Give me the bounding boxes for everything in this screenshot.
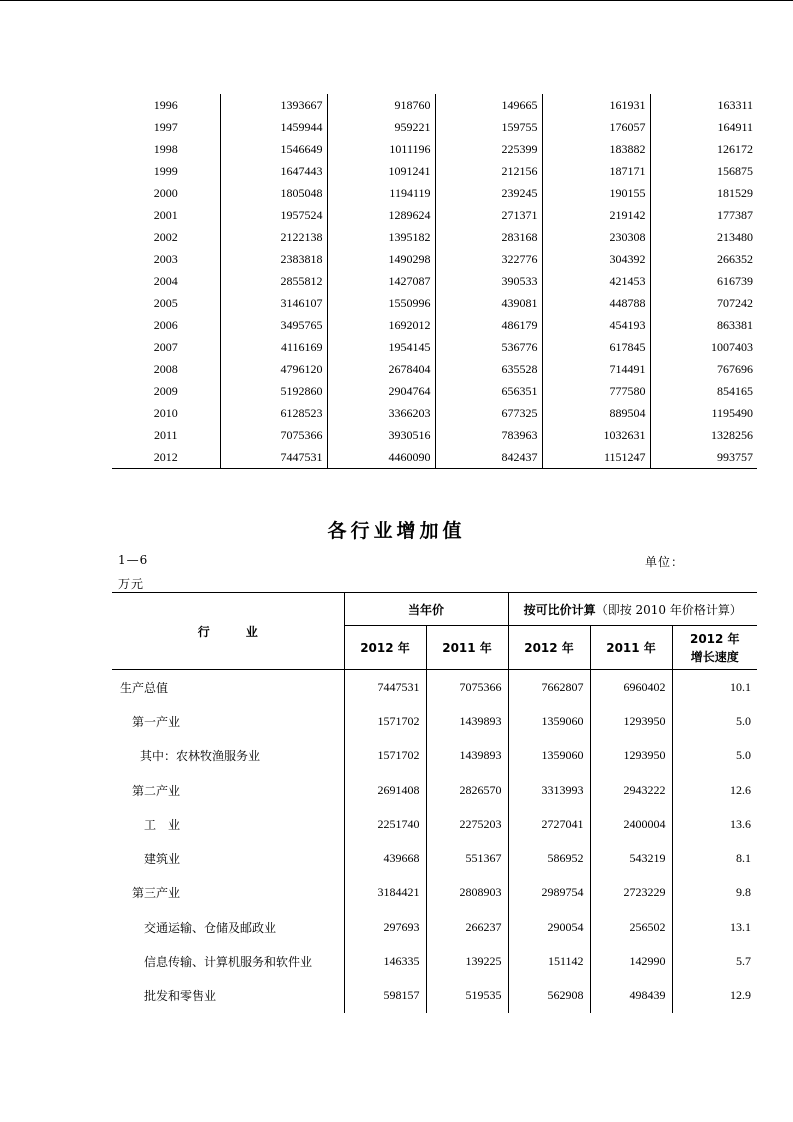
table-row	[112, 944, 757, 978]
value-cell: 3184421	[344, 876, 426, 910]
value-cell: 1957524	[220, 204, 327, 226]
value-cell: 498439	[590, 979, 672, 1013]
table-row	[112, 182, 757, 204]
table-row	[112, 116, 757, 138]
year-cell: 2009	[153, 384, 178, 398]
value-cell: 2400004	[590, 807, 672, 841]
value-cell: 1293950	[590, 704, 672, 738]
value-cell: 304392	[542, 248, 650, 270]
industry-label: 工 业	[144, 817, 181, 832]
value-cell: 2251740	[344, 807, 426, 841]
value-cell: 7447531	[220, 446, 327, 469]
industry-label: 其中：农林牧渔服务业	[140, 749, 261, 764]
value-cell: 1328256	[650, 424, 757, 446]
industry-label: 信息传输、计算机服务和软件业	[144, 955, 313, 970]
value-cell: 213480	[650, 226, 757, 248]
value-cell: 959221	[327, 116, 435, 138]
table-row	[112, 380, 757, 402]
industry-label: 第二产业	[132, 783, 181, 798]
value-cell: 139225	[426, 944, 508, 978]
value-cell: 190155	[542, 182, 650, 204]
value-cell: 151142	[508, 944, 590, 978]
table-row	[112, 292, 757, 314]
value-cell: 4116169	[220, 336, 327, 358]
value-cell: 616739	[650, 270, 757, 292]
year-cell: 1998	[153, 142, 178, 156]
value-cell: 146335	[344, 944, 426, 978]
value-cell: 6128523	[220, 402, 327, 424]
value-cell: 283168	[435, 226, 542, 248]
value-cell: 4796120	[220, 358, 327, 380]
value-cell: 439668	[344, 841, 426, 875]
table-row	[112, 773, 757, 807]
value-cell: 256502	[590, 910, 672, 944]
value-cell: 7447531	[344, 670, 426, 705]
value-cell: 2275203	[426, 807, 508, 841]
value-cell: 863381	[650, 314, 757, 336]
value-cell: 7075366	[220, 424, 327, 446]
value-cell: 2723229	[590, 876, 672, 910]
value-cell: 3366203	[327, 402, 435, 424]
value-cell: 290054	[508, 910, 590, 944]
header-comparable-price-label: 按可比价计算	[523, 602, 596, 617]
table-row	[112, 270, 757, 292]
value-cell: 1550996	[327, 292, 435, 314]
year-cell: 1996	[153, 98, 178, 112]
value-cell: 6960402	[590, 670, 672, 705]
year-cell: 2008	[153, 362, 178, 376]
value-cell: 777580	[542, 380, 650, 402]
table-row	[112, 739, 757, 773]
table-row	[112, 314, 757, 336]
value-cell: 3146107	[220, 292, 327, 314]
value-cell: 1571702	[344, 704, 426, 738]
value-cell: 1195490	[650, 402, 757, 424]
header-comparable-price	[508, 593, 757, 626]
value-cell: 635528	[435, 358, 542, 380]
value-cell: 1293950	[590, 739, 672, 773]
value-cell: 183882	[542, 138, 650, 160]
value-cell: 159755	[435, 116, 542, 138]
value-cell: 1359060	[508, 704, 590, 738]
table-row	[112, 910, 757, 944]
value-cell: 13.6	[672, 807, 757, 841]
value-cell: 2826570	[426, 773, 508, 807]
industry-label: 建筑业	[144, 852, 181, 867]
value-cell: 1490298	[327, 248, 435, 270]
table-row	[112, 446, 757, 469]
value-cell: 9.8	[672, 876, 757, 910]
value-cell: 2678404	[327, 358, 435, 380]
value-cell: 1289624	[327, 204, 435, 226]
table-number: 1—6	[118, 553, 149, 567]
table-row	[112, 424, 757, 446]
table-row	[112, 841, 757, 875]
value-cell: 7075366	[426, 670, 508, 705]
table-row	[112, 336, 757, 358]
table-row	[112, 402, 757, 424]
year-cell: 2005	[153, 296, 178, 310]
value-cell: 177387	[650, 204, 757, 226]
value-cell: 1571702	[344, 739, 426, 773]
value-cell: 617845	[542, 336, 650, 358]
value-cell: 1439893	[426, 704, 508, 738]
value-added-table	[112, 592, 757, 1013]
value-cell: 1395182	[327, 226, 435, 248]
value-cell: 854165	[650, 380, 757, 402]
value-cell: 10.1	[672, 670, 757, 705]
value-cell: 164911	[650, 116, 757, 138]
value-cell: 1439893	[426, 739, 508, 773]
value-cell: 2691408	[344, 773, 426, 807]
year-cell: 2000	[153, 186, 178, 200]
header-growth-label: 增长速度	[690, 649, 739, 664]
value-cell: 454193	[542, 314, 650, 336]
value-added-body	[112, 670, 757, 1013]
header-growth-year: 2012 年	[689, 631, 740, 646]
value-cell: 271371	[435, 204, 542, 226]
header-industry: 行 业	[112, 593, 344, 670]
industry-label: 生产总值	[120, 680, 169, 695]
value-cell: 562908	[508, 979, 590, 1013]
value-cell: 1151247	[542, 446, 650, 469]
value-cell: 5.0	[672, 739, 757, 773]
value-cell: 181529	[650, 182, 757, 204]
value-cell: 5.0	[672, 704, 757, 738]
value-cell: 1007403	[650, 336, 757, 358]
value-cell: 3930516	[327, 424, 435, 446]
value-cell: 2727041	[508, 807, 590, 841]
value-cell: 230308	[542, 226, 650, 248]
page-top-border	[0, 0, 793, 1]
value-cell: 176057	[542, 116, 650, 138]
header-current-2012: 2012 年	[344, 626, 426, 670]
value-cell: 783963	[435, 424, 542, 446]
industry-label: 第三产业	[132, 886, 181, 901]
value-cell: 4460090	[327, 446, 435, 469]
value-cell: 1805048	[220, 182, 327, 204]
table-row	[112, 670, 757, 705]
value-cell: 239245	[435, 182, 542, 204]
table-row	[112, 876, 757, 910]
header-current-price: 当年价	[344, 593, 508, 626]
value-cell: 212156	[435, 160, 542, 182]
value-cell: 156875	[650, 160, 757, 182]
value-cell: 707242	[650, 292, 757, 314]
value-cell: 12.6	[672, 773, 757, 807]
value-cell: 842437	[435, 446, 542, 469]
header-comparable-2011: 2011 年	[590, 626, 672, 670]
value-cell: 219142	[542, 204, 650, 226]
yearly-data-body	[112, 94, 757, 469]
table-row	[112, 358, 757, 380]
value-cell: 390533	[435, 270, 542, 292]
value-cell: 2904764	[327, 380, 435, 402]
value-cell: 767696	[650, 358, 757, 380]
industry-label: 第一产业	[132, 714, 181, 729]
table-row	[112, 979, 757, 1013]
value-cell: 2943222	[590, 773, 672, 807]
value-cell: 163311	[650, 94, 757, 116]
value-added-header	[112, 593, 757, 670]
value-cell: 266237	[426, 910, 508, 944]
value-cell: 1194119	[327, 182, 435, 204]
value-cell: 225399	[435, 138, 542, 160]
year-cell: 2011	[153, 428, 178, 442]
value-cell: 7662807	[508, 670, 590, 705]
value-cell: 551367	[426, 841, 508, 875]
value-cell: 448788	[542, 292, 650, 314]
year-cell: 2001	[153, 208, 178, 222]
header-growth	[672, 626, 757, 670]
unit-label: 单位：	[645, 555, 685, 569]
value-cell: 656351	[435, 380, 542, 402]
header-current-2011: 2011 年	[426, 626, 508, 670]
value-cell: 3313993	[508, 773, 590, 807]
header-comparable-2012: 2012 年	[508, 626, 590, 670]
year-cell: 2007	[153, 340, 178, 354]
value-cell: 12.9	[672, 979, 757, 1013]
value-cell: 486179	[435, 314, 542, 336]
section-title: 各行业增加值	[327, 520, 466, 542]
value-cell: 421453	[542, 270, 650, 292]
table-row	[112, 807, 757, 841]
value-cell: 161931	[542, 94, 650, 116]
value-cell: 993757	[650, 446, 757, 469]
value-cell: 2808903	[426, 876, 508, 910]
value-cell: 187171	[542, 160, 650, 182]
value-cell: 1011196	[327, 138, 435, 160]
value-cell: 126172	[650, 138, 757, 160]
value-cell: 714491	[542, 358, 650, 380]
industry-label: 批发和零售业	[144, 989, 217, 1004]
table-row	[112, 226, 757, 248]
year-cell: 2012	[112, 446, 220, 469]
value-cell: 1546649	[220, 138, 327, 160]
value-cell: 519535	[426, 979, 508, 1013]
value-cell: 1954145	[327, 336, 435, 358]
year-cell: 2006	[153, 318, 178, 332]
value-cell: 598157	[344, 979, 426, 1013]
value-cell: 677325	[435, 402, 542, 424]
value-cell: 889504	[542, 402, 650, 424]
value-cell: 8.1	[672, 841, 757, 875]
table-row	[112, 138, 757, 160]
value-cell: 2855812	[220, 270, 327, 292]
value-cell: 2989754	[508, 876, 590, 910]
value-cell: 1427087	[327, 270, 435, 292]
value-cell: 2122138	[220, 226, 327, 248]
value-cell: 3495765	[220, 314, 327, 336]
value-cell: 5192860	[220, 380, 327, 402]
header-comparable-note: （即按 2010 年价格计算）	[595, 602, 742, 617]
industry-label: 交通运输、仓储及邮政业	[144, 920, 277, 935]
value-cell: 439081	[435, 292, 542, 314]
value-cell: 2383818	[220, 248, 327, 270]
value-cell: 297693	[344, 910, 426, 944]
year-cell: 1999	[153, 164, 178, 178]
value-cell: 1647443	[220, 160, 327, 182]
table-row	[112, 94, 757, 116]
unit-value: 万元	[118, 577, 145, 591]
table-row	[112, 248, 757, 270]
table-row	[112, 204, 757, 226]
value-cell: 536776	[435, 336, 542, 358]
value-cell: 13.1	[672, 910, 757, 944]
year-cell: 2010	[153, 406, 178, 420]
table-row	[112, 160, 757, 182]
value-cell: 149665	[435, 94, 542, 116]
value-cell: 5.7	[672, 944, 757, 978]
value-cell: 543219	[590, 841, 672, 875]
value-cell: 1091241	[327, 160, 435, 182]
yearly-data-table	[112, 94, 757, 469]
value-cell: 322776	[435, 248, 542, 270]
value-cell: 1359060	[508, 739, 590, 773]
value-cell: 586952	[508, 841, 590, 875]
value-cell: 1692012	[327, 314, 435, 336]
value-cell: 1032631	[542, 424, 650, 446]
table-row	[112, 704, 757, 738]
value-cell: 142990	[590, 944, 672, 978]
year-cell: 2003	[153, 252, 178, 266]
value-cell: 918760	[327, 94, 435, 116]
value-cell: 266352	[650, 248, 757, 270]
year-cell: 2002	[153, 230, 178, 244]
value-cell: 1459944	[220, 116, 327, 138]
year-cell: 1997	[153, 120, 178, 134]
value-cell: 1393667	[220, 94, 327, 116]
year-cell: 2004	[153, 274, 178, 288]
